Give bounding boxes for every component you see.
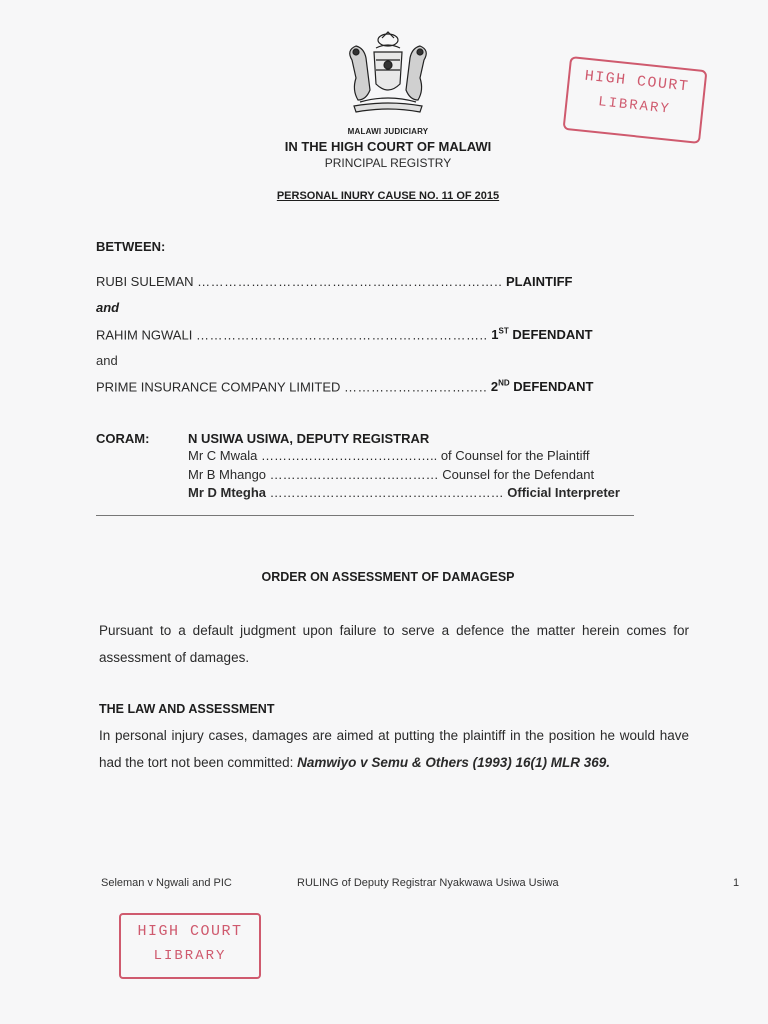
- library-stamp: HIGH COURT LIBRARY: [563, 56, 708, 144]
- leader-dots: ………………………………………………………..: [195, 327, 488, 343]
- section-heading: THE LAW AND ASSESSMENT: [99, 702, 275, 716]
- footer-ruling: RULING of Deputy Registrar Nyakwawa Usiwa Usiwa: [297, 877, 559, 889]
- case-citation: Namwiyo v Semu & Others (1993) 16(1) MLR 369.: [297, 755, 610, 770]
- intro-paragraph: Pursuant to a default judgment upon failure to serve a defence the matter herein comes for assessment of damages.: [99, 623, 689, 665]
- divider: [96, 515, 634, 516]
- defendant1-line: [96, 327, 593, 342]
- law-text: In personal injury cases, damages are aimed at putting the plaintiff in the position he would have had the tort not been committed:: [99, 728, 689, 770]
- coram-presiding: N USIWA USIWA, DEPUTY REGISTRAR: [188, 431, 430, 446]
- coram-line: Mr D Mtegha ……………………………………………… Official Interpreter: [188, 485, 620, 500]
- and-connector: and: [96, 300, 120, 315]
- judiciary-label: MALAWI JUDICIARY: [347, 127, 429, 136]
- plaintiff-line: [96, 274, 572, 289]
- between-label: BETWEEN:: [96, 239, 166, 254]
- plaintiff-role: PLAINTIFF: [506, 274, 573, 289]
- plaintiff-name: RUBI SULEMAN: [96, 274, 194, 289]
- page-number: 1: [733, 877, 740, 889]
- court-title: IN THE HIGH COURT OF MALAWI: [284, 139, 492, 154]
- coram-line: Mr C Mwala ………………………………….. of Counsel for the Plaintiff: [188, 448, 590, 463]
- coram-line: Mr B Mhango ………………………………… Counsel for the Defendant: [188, 467, 595, 482]
- leader-dots: …………………………..: [344, 379, 488, 395]
- defendant2-line: [96, 379, 593, 394]
- defendant2-name: PRIME INSURANCE COMPANY LIMITED: [96, 379, 341, 395]
- defendant1-role: 1ST DEFENDANT: [491, 327, 593, 343]
- library-stamp: HIGH COURT LIBRARY: [119, 913, 261, 979]
- leader-dots: …………………………………………………………..: [197, 274, 503, 289]
- and-connector-plain: and: [96, 353, 118, 368]
- case-number: PERSONAL INURY CAUSE NO. 11 OF 2015: [276, 190, 500, 202]
- coat-of-arms-icon: [336, 30, 440, 114]
- registry-label: PRINCIPAL REGISTRY: [324, 156, 452, 170]
- law-paragraph: [99, 722, 689, 776]
- defendant2-role: 2ND DEFENDANT: [490, 379, 594, 395]
- footer-case-short: Seleman v Ngwali and PIC: [101, 877, 232, 889]
- coram-label: CORAM:: [96, 431, 150, 446]
- order-title: ORDER ON ASSESSMENT OF DAMAGESP: [261, 570, 515, 584]
- defendant1-name: RAHIM NGWALI: [96, 327, 193, 343]
